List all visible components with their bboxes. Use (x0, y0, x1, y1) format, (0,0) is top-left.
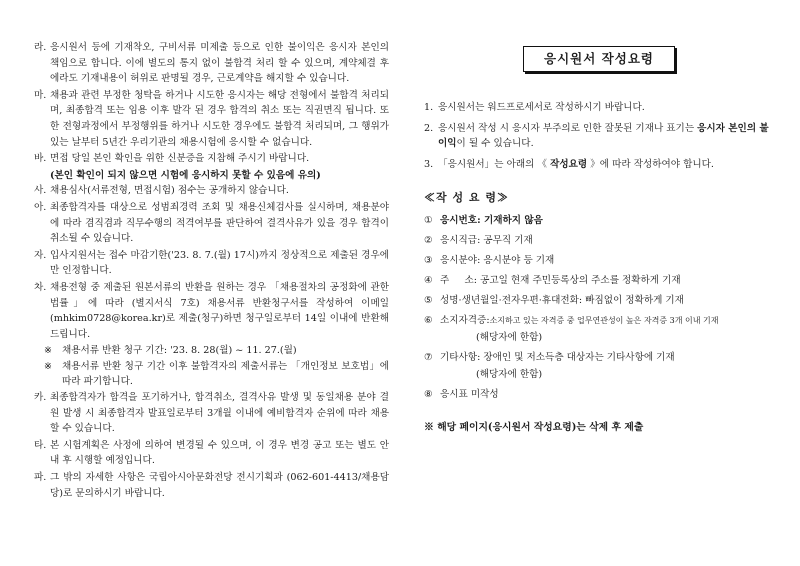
guide-marker: ③ (424, 255, 433, 266)
guide-heading: ≪작 성 요 령≫ (424, 191, 509, 204)
item-text: 채용전형 중 제출된 원본서류의 반환을 원하는 경우 「채용절차의 공정화에 관한 법률」에 따라 (별지서식 7호) 채용서류 반환청구서를 작성하여 이메일(mhkim0728@korea.kr)로 제출(청구)하면 청구일로부터 14일 이내에 반환해 드립니다. (50, 281, 389, 340)
intro-marker: 3. (424, 159, 434, 170)
guide-label: 주 소: 공고일 현재 주민등록상의 주소를 정확하게 기재 (440, 275, 681, 286)
right-column (424, 40, 774, 435)
list-item (34, 280, 389, 342)
intro-text-post: 이 될 수 있습니다. (456, 138, 534, 149)
intro-highlight: 응시자 본인의 불이익 (438, 123, 769, 149)
list-item (34, 88, 389, 150)
intro-item (424, 100, 774, 115)
intro-marker: 1. (424, 102, 434, 113)
guide-item (424, 233, 774, 248)
list-item (34, 248, 389, 279)
list-item (34, 183, 389, 199)
sub-note (34, 359, 389, 390)
section-title: 응시원서 작성요령 (523, 46, 675, 72)
intro-item (424, 121, 774, 151)
guide-item (424, 293, 774, 308)
sub-note (34, 343, 389, 359)
guide-item (424, 350, 774, 365)
item-text: 최종합격자가 합격을 포기하거나, 합격취소, 결격사유 발생 및 동일채용 분야 결원 발생 시 최종합격자 발표일로부터 3개월 이내에 예비합격자 순위에 따라 채용할 수 있습니다. (50, 392, 389, 435)
guide-label: 성명·생년월일·전자우편·휴대전화: 빠짐없이 정확하게 기재 (440, 295, 684, 306)
list-item (34, 151, 389, 167)
list-item (34, 200, 389, 247)
guide-marker: ⑧ (424, 389, 433, 400)
guide-marker: ⑦ (424, 352, 433, 363)
guide-label: 응시직급: 공무직 기재 (440, 235, 533, 246)
intro-text (438, 157, 714, 172)
note-marker: ※ (44, 360, 53, 372)
item-text: 응시원서 등에 기재착오, 구비서류 미제출 등으로 인한 불이익은 응시자 본인의 책임으로 합니다. 이에 별도의 통지 없이 불합격 처리 할 수 있으며, 계약체결 후에라도 기재내용이 허위로 판명될 경우, 근로계약을 해지할 수 있습니다. (50, 42, 389, 85)
item-marker: 마. (34, 89, 47, 101)
final-note: ※ 해당 페이지(응시원서 작성요령)는 삭제 후 제출 (424, 422, 644, 433)
guide-item (424, 313, 774, 328)
guide-item (424, 387, 774, 402)
intro-list (424, 100, 774, 172)
guide-item (424, 273, 774, 288)
intro-text-pre: 응시원서 작성 시 응시자 부주의로 인한 잘못된 기재나 표기는 (438, 123, 698, 134)
item-text: 최종합격자를 대상으로 성범죄경력 조회 및 채용신체검사를 실시하며, 채용분야에 따라 겸직겸과 직무수행의 적격여부를 판단하여 결격사유가 있을 경우 합격이 취소될 수 있습니다. (50, 201, 389, 245)
intro-text: 응시원서는 워드프로세서로 작성하시기 바랍니다. (438, 102, 645, 113)
list-item (34, 438, 389, 469)
list-item (34, 390, 389, 437)
list-item (34, 40, 389, 87)
guide-label: 소지자격증: (440, 315, 490, 326)
guide-sub-note: (해당자에 한함) (476, 332, 543, 343)
note-text: 채용서류 반환 청구 기간: '23. 8. 28(월) ~ 11. 27.(월) (62, 345, 297, 357)
note-text: 채용서류 반환 청구 기간 이후 불합격자의 제출서류는 「개인정보 보호법」에 따라 파기합니다. (62, 360, 389, 388)
item-marker: 자. (34, 249, 47, 261)
item-marker: 차. (34, 281, 47, 293)
intro-marker: 2. (424, 123, 434, 134)
item-marker: 카. (34, 392, 47, 404)
list-item (34, 470, 389, 501)
guide-marker: ⑤ (424, 295, 433, 306)
id-notice: (본인 확인이 되지 않으면 시험에 응시하지 못할 수 있음에 유의) (50, 169, 321, 181)
guide-item (424, 253, 774, 268)
guide-sub-note: (해당자에 한함) (476, 369, 543, 380)
item-text: 채용심사(서류전형, 면접시험) 점수는 공개하지 않습니다. (50, 185, 289, 197)
guide-label: 기타사항: 장애인 및 저소득층 대상자는 기타사항에 기재 (440, 352, 675, 363)
guide-marker: ⑥ (424, 315, 433, 326)
guide-marker: ① (424, 215, 433, 226)
item-marker: 바. (34, 153, 47, 165)
guide-item (424, 213, 774, 228)
item-text: 채용과 관련 부정한 청탁을 하거나 시도한 응시자는 해당 전형에서 불합격 처리되며, 최종합격 또는 임용 이후 발각 된 경우 합격의 취소 또는 직권면직 됩니다. 또한 전형과정에서 부정행위를 하거나 시도한 경우에도 불합격 처리되며, 그 행위가 있는 날부터 5년간 우리기관의 채용시험에 응시할 수 없습니다. (50, 89, 389, 148)
item-marker: 파. (34, 472, 47, 484)
guide-detail: 소지하고 있는 자격증 중 업무연관성이 높은 자격증 3개 이내 기재 (489, 316, 719, 325)
guide-label: 응시표 미작성 (440, 389, 499, 400)
intro-text (438, 121, 774, 151)
guide-label: 응시번호: 기재하지 않음 (440, 215, 543, 226)
item-marker: 라. (34, 42, 47, 53)
intro-highlight: 작성요령 (550, 159, 588, 170)
item-text: 본 시험계획은 사정에 의하여 변경될 수 있으며, 이 경우 변경 공고 또는 별도 안내 후 시행할 예정입니다. (50, 439, 389, 467)
item-text: 면접 당일 본인 확인을 위한 신분증을 지참해 주시기 바랍니다. (50, 153, 310, 165)
guide-label: 응시분야: 응시분야 등 기재 (440, 255, 555, 266)
item-text: 입사지원서는 접수 마감기한('23. 8. 7.(월) 17시)까지 정상적으로 제출된 경우에만 인정합니다. (50, 249, 389, 277)
note-marker: ※ (44, 345, 53, 357)
item-marker: 타. (34, 439, 47, 451)
intro-text-pre: 「응시원서」는 아래의 《 (438, 159, 551, 170)
guide-marker: ② (424, 235, 433, 246)
item-text: 그 밖의 자세한 사항은 국립아시아문화전당 전시기획과 (062-601-4413/채용담당)로 문의하시기 바랍니다. (50, 472, 389, 499)
guide-marker: ④ (424, 275, 433, 286)
intro-item (424, 157, 774, 172)
intro-text-post: 》에 따라 작성하여야 합니다. (587, 159, 714, 170)
left-column (34, 40, 389, 502)
guide-list (424, 213, 774, 402)
item-marker: 아. (34, 201, 47, 213)
item-marker: 사. (34, 185, 47, 197)
